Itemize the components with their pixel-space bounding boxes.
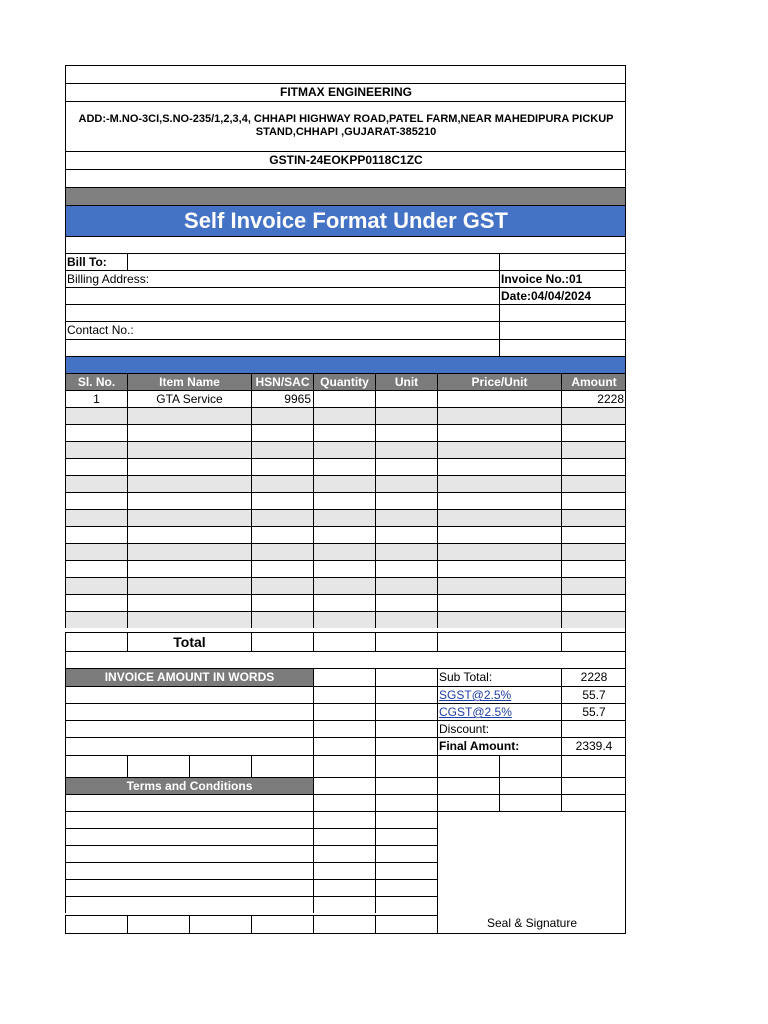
sgst-label	[437, 686, 561, 703]
item-quantity	[313, 390, 375, 407]
address-line-2: STAND,CHHAPI ,GUJARAT-385210	[255, 126, 437, 138]
item-cell-empty	[375, 611, 437, 628]
item-cell-empty	[375, 594, 437, 611]
total-unit	[375, 632, 437, 651]
item-cell-empty	[65, 526, 127, 543]
blank-cell	[499, 339, 626, 356]
item-cell-empty	[127, 543, 251, 560]
blank-cell	[561, 755, 626, 777]
invoice-number: Invoice No.:01	[499, 270, 626, 287]
terms-cell	[65, 879, 313, 896]
amount-in-words-header: INVOICE AMOUNT IN WORDS	[65, 668, 313, 686]
item-cell-empty	[375, 577, 437, 594]
item-cell-empty	[561, 526, 626, 543]
blank-cell	[189, 755, 251, 777]
terms-cell	[375, 879, 437, 896]
item-cell-empty	[561, 577, 626, 594]
item-cell-empty	[437, 543, 561, 560]
item-cell-empty	[251, 594, 313, 611]
company-name: FITMAX ENGINEERING	[65, 83, 626, 101]
blank-cell	[127, 755, 189, 777]
terms-field[interactable]	[65, 794, 313, 811]
cgst-link[interactable]: CGST@2.5%	[439, 705, 512, 719]
item-cell-empty	[375, 424, 437, 441]
item-cell-empty	[65, 458, 127, 475]
item-cell-empty	[561, 492, 626, 509]
terms-cell	[65, 811, 313, 828]
blank-cell	[65, 737, 313, 755]
item-cell-empty	[561, 424, 626, 441]
item-cell-empty	[251, 492, 313, 509]
blank-cell	[65, 632, 127, 651]
blank-cell	[375, 737, 437, 755]
item-cell-empty	[313, 475, 375, 492]
final-amount-label: Final Amount:	[437, 737, 561, 755]
discount-value	[561, 720, 626, 737]
item-cell-empty	[313, 526, 375, 543]
item-cell-empty	[65, 424, 127, 441]
item-amount: 2228	[561, 390, 626, 407]
item-cell-empty	[65, 594, 127, 611]
item-cell-empty	[375, 407, 437, 424]
terms-cell	[375, 828, 437, 845]
item-cell-empty	[127, 424, 251, 441]
item-cell-empty	[561, 509, 626, 526]
item-cell-empty	[437, 560, 561, 577]
item-cell-empty	[65, 560, 127, 577]
blank-cell	[499, 755, 561, 777]
terms-cell	[313, 811, 375, 828]
item-cell-empty	[561, 475, 626, 492]
blank-cell	[375, 777, 437, 794]
cgst-label	[437, 703, 561, 720]
blank-cell	[375, 794, 437, 811]
bill-to-field[interactable]	[127, 253, 499, 270]
blank-cell	[189, 915, 251, 934]
item-cell-empty	[65, 407, 127, 424]
blank-cell	[65, 304, 499, 321]
invoice-date: Date:04/04/2024	[499, 287, 626, 304]
item-cell-empty	[313, 577, 375, 594]
blank-cell	[499, 794, 561, 811]
item-cell-empty	[375, 526, 437, 543]
col-header-quantity: Quantity	[313, 373, 375, 390]
blank-cell	[65, 339, 499, 356]
sgst-value: 55.7	[561, 686, 626, 703]
item-cell-empty	[561, 611, 626, 628]
blank-cell	[375, 755, 437, 777]
item-cell-empty	[313, 594, 375, 611]
terms-cell	[65, 896, 313, 913]
item-price-unit	[437, 390, 561, 407]
item-cell-empty	[313, 611, 375, 628]
item-cell-empty	[561, 441, 626, 458]
item-cell-empty	[127, 526, 251, 543]
billing-address-label: Billing Address:	[65, 270, 499, 287]
item-cell-empty	[437, 475, 561, 492]
col-header-hsn-sac: HSN/SAC	[251, 373, 313, 390]
item-cell-empty	[65, 577, 127, 594]
col-header-item-name: Item Name	[127, 373, 251, 390]
item-cell-empty	[127, 611, 251, 628]
blank-cell	[313, 720, 375, 737]
terms-cell	[65, 862, 313, 879]
blank-cell	[437, 794, 499, 811]
blank-cell	[313, 777, 375, 794]
blank-row	[65, 169, 626, 187]
discount-label: Discount:	[437, 720, 561, 737]
blank-cell	[65, 755, 127, 777]
blank-cell	[437, 755, 499, 777]
blank-cell	[65, 720, 313, 737]
blank-cell	[65, 703, 313, 720]
item-cell-empty	[251, 611, 313, 628]
item-cell-empty	[313, 407, 375, 424]
item-cell-empty	[251, 475, 313, 492]
item-cell-empty	[251, 407, 313, 424]
item-cell-empty	[437, 492, 561, 509]
blank-cell	[313, 686, 375, 703]
item-cell-empty	[251, 424, 313, 441]
blank-cell	[313, 668, 375, 686]
blank-cell	[437, 777, 499, 794]
item-cell-empty	[375, 475, 437, 492]
item-cell-empty	[375, 509, 437, 526]
item-cell-empty	[65, 543, 127, 560]
item-sl-no: 1	[65, 390, 127, 407]
terms-cell	[375, 862, 437, 879]
blank-cell	[375, 915, 437, 934]
terms-cell	[375, 811, 437, 828]
blue-band	[65, 356, 626, 373]
billing-address-field[interactable]	[65, 287, 499, 304]
final-amount-value: 2339.4	[561, 737, 626, 755]
invoice-sheet	[65, 65, 626, 934]
total-hsn	[251, 632, 313, 651]
item-cell-empty	[437, 611, 561, 628]
item-cell-empty	[127, 560, 251, 577]
blank-cell	[313, 703, 375, 720]
item-cell-empty	[375, 492, 437, 509]
blank-cell	[251, 915, 313, 934]
item-cell-empty	[375, 441, 437, 458]
col-header-amount: Amount	[561, 373, 626, 390]
terms-cell	[375, 845, 437, 862]
gray-band	[65, 187, 626, 205]
item-cell-empty	[65, 509, 127, 526]
blank-cell	[499, 777, 561, 794]
total-price	[437, 632, 561, 651]
item-cell-empty	[561, 407, 626, 424]
item-cell-empty	[127, 475, 251, 492]
subtotal-value: 2228	[561, 668, 626, 686]
item-name: GTA Service	[127, 390, 251, 407]
amount-in-words-field[interactable]	[65, 686, 313, 703]
col-header-unit: Unit	[375, 373, 437, 390]
item-cell-empty	[251, 543, 313, 560]
col-header-sl-no: Sl. No.	[65, 373, 127, 390]
item-cell-empty	[375, 560, 437, 577]
blank-row	[65, 65, 626, 83]
item-cell-empty	[437, 407, 561, 424]
item-hsn-sac: 9965	[251, 390, 313, 407]
blank-row	[65, 651, 626, 668]
terms-cell	[313, 879, 375, 896]
item-cell-empty	[127, 509, 251, 526]
item-cell-empty	[561, 594, 626, 611]
total-label: Total	[127, 632, 251, 651]
item-cell-empty	[313, 441, 375, 458]
company-address	[65, 101, 626, 151]
item-cell-empty	[313, 492, 375, 509]
item-cell-empty	[251, 560, 313, 577]
item-cell-empty	[251, 441, 313, 458]
invoice-title: Self Invoice Format Under GST	[65, 205, 626, 236]
address-line-1: ADD:-M.NO-3CI,S.NO-235/1,2,3,4, CHHAPI HIGHWAY ROAD,PATEL FARM,NEAR MAHEDIPURA PICKUP	[78, 113, 614, 125]
blank-cell	[499, 304, 626, 321]
item-cell-empty	[251, 577, 313, 594]
sgst-link[interactable]: SGST@2.5%	[439, 688, 512, 702]
blank-cell	[561, 794, 626, 811]
item-cell-empty	[65, 492, 127, 509]
item-cell-empty	[127, 441, 251, 458]
item-cell-empty	[251, 458, 313, 475]
item-cell-empty	[65, 475, 127, 492]
item-cell-empty	[437, 526, 561, 543]
item-unit	[375, 390, 437, 407]
item-cell-empty	[127, 577, 251, 594]
blank-cell	[499, 321, 626, 339]
terms-cell	[65, 828, 313, 845]
col-header-price-unit: Price/Unit	[437, 373, 561, 390]
blank-cell	[561, 777, 626, 794]
bill-to-label: Bill To:	[65, 253, 127, 270]
terms-cell	[313, 828, 375, 845]
item-cell-empty	[313, 560, 375, 577]
terms-header: Terms and Conditions	[65, 777, 313, 794]
item-cell-empty	[65, 611, 127, 628]
item-cell-empty	[561, 560, 626, 577]
terms-cell	[313, 896, 375, 913]
contact-label: Contact No.:	[65, 321, 499, 339]
blank-cell	[375, 703, 437, 720]
blank-cell	[313, 915, 375, 934]
signature-label: Seal & Signature	[486, 916, 578, 930]
item-cell-empty	[437, 509, 561, 526]
item-cell-empty	[127, 492, 251, 509]
terms-cell	[313, 845, 375, 862]
blank-cell	[313, 794, 375, 811]
item-cell-empty	[437, 594, 561, 611]
blank-cell	[251, 755, 313, 777]
terms-cell	[375, 896, 437, 913]
total-quantity	[313, 632, 375, 651]
blank-cell	[313, 755, 375, 777]
signature-box	[437, 811, 626, 934]
company-gstin: GSTIN-24EOKPP0118C1ZC	[65, 151, 626, 169]
item-cell-empty	[437, 458, 561, 475]
item-cell-empty	[251, 526, 313, 543]
item-cell-empty	[313, 543, 375, 560]
blank-cell	[313, 737, 375, 755]
item-cell-empty	[437, 441, 561, 458]
cgst-value: 55.7	[561, 703, 626, 720]
item-cell-empty	[375, 458, 437, 475]
terms-cell	[313, 862, 375, 879]
terms-cell	[65, 845, 313, 862]
item-cell-empty	[375, 543, 437, 560]
item-cell-empty	[437, 577, 561, 594]
item-cell-empty	[561, 543, 626, 560]
item-cell-empty	[127, 458, 251, 475]
item-cell-empty	[251, 509, 313, 526]
blank-cell	[127, 915, 189, 934]
item-cell-empty	[313, 424, 375, 441]
subtotal-label: Sub Total:	[437, 668, 561, 686]
blank-cell	[375, 686, 437, 703]
item-cell-empty	[127, 594, 251, 611]
blank-cell	[375, 668, 437, 686]
item-cell-empty	[65, 441, 127, 458]
blank-cell	[65, 915, 127, 934]
item-cell-empty	[313, 458, 375, 475]
blank-cell	[499, 253, 626, 270]
total-amount	[561, 632, 626, 651]
blank-cell	[375, 720, 437, 737]
item-cell-empty	[127, 407, 251, 424]
item-cell-empty	[437, 424, 561, 441]
blank-row	[65, 236, 626, 253]
item-cell-empty	[561, 458, 626, 475]
item-cell-empty	[313, 509, 375, 526]
